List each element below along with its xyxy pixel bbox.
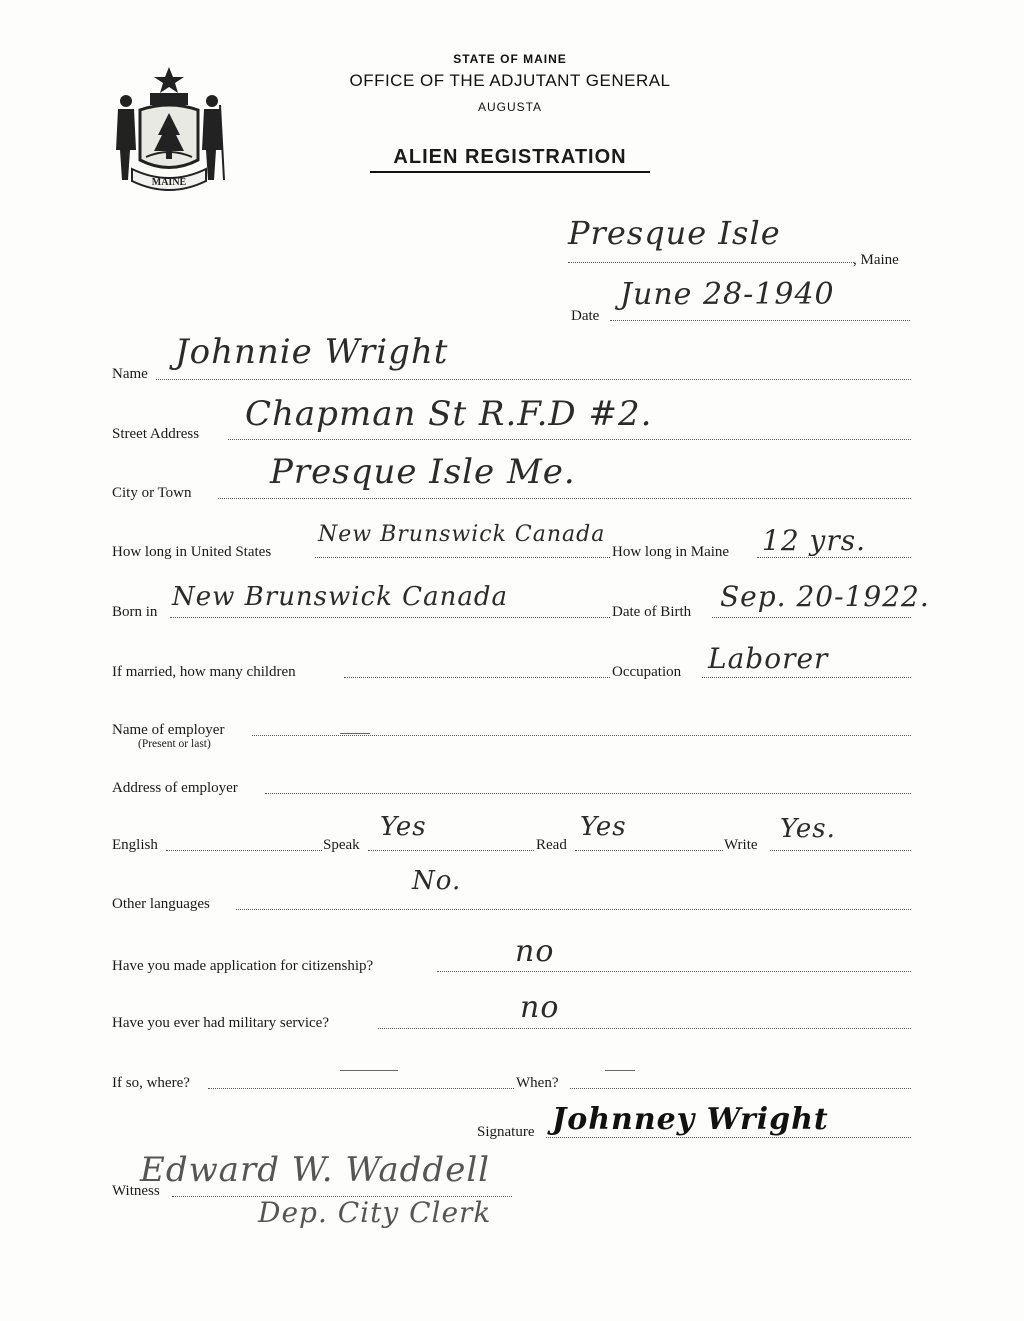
date-line [610,320,910,321]
date-value: June 28-1940 [620,277,835,312]
married-line [344,677,610,678]
other-languages-line [236,909,911,910]
speak-line [368,850,534,851]
how-long-us-value: New Brunswick Canada [318,522,606,547]
signature-line [546,1137,911,1138]
write-value: Yes. [780,814,836,844]
how-long-maine-line [757,557,911,558]
military-line [378,1028,911,1029]
date-label: Date [571,308,600,324]
place-value: Presque Isle [568,214,781,252]
married-label: If married, how many children [112,664,296,680]
born-in-label: Born in [112,604,158,620]
speak-label: Speak [323,837,360,853]
military-label: Have you ever had military service? [112,1015,329,1031]
english-line [166,850,322,851]
born-in-value: New Brunswick Canada [172,582,508,612]
when-line [570,1088,911,1089]
write-line [770,850,911,851]
read-line [575,850,723,851]
name-line [156,379,911,380]
witness-label: Witness [112,1183,160,1199]
city-heading: AUGUSTA [477,100,543,114]
dob-value: Sep. 20-1922. [720,580,930,613]
other-languages-value: No. [412,866,462,896]
how-long-maine-label: How long in Maine [612,544,730,560]
signature-label: Signature [477,1124,535,1140]
name-value: Johnnie Wright [175,332,449,372]
write-label: Write [724,837,758,853]
how-long-maine-value: 12 yrs. [762,524,867,557]
dob-label: Date of Birth [612,604,692,620]
name-label: Name [112,366,148,382]
read-value: Yes [580,812,627,842]
born-in-line [170,617,610,618]
place-line [568,262,854,263]
city-line [218,498,911,499]
other-languages-label: Other languages [112,896,210,912]
city-label: City or Town [112,485,192,501]
employer-label: Name of employer [112,722,225,738]
svg-text:MAINE: MAINE [151,177,187,188]
when-label: When? [516,1075,559,1091]
citizenship-label: Have you made application for citizenship? [112,958,374,974]
employer-address-line [265,793,911,794]
military-value: no [520,990,560,1025]
citizenship-value: no [515,934,555,969]
maine-state-seal-icon [110,65,228,193]
when-dash [605,1070,635,1071]
where-line [208,1088,514,1089]
office-heading: OFFICE OF THE ADJUTANT GENERAL [349,71,671,90]
citizenship-line [437,971,911,972]
employer-line [252,735,911,736]
witness-name-value: Edward W. Waddell [140,1150,491,1190]
how-long-us-line [315,557,610,558]
occupation-line [702,677,911,678]
where-label: If so, where? [112,1075,190,1091]
signature-value: Johnney Wright [552,1102,829,1137]
occupation-label: Occupation [612,664,682,680]
employer-dash [340,733,370,734]
witness-title-value: Dep. City Clerk [258,1196,492,1229]
occupation-value: Laborer [708,642,829,675]
where-dash [340,1070,398,1071]
maine-label: , Maine [853,252,899,268]
city-value: Presque Isle Me. [270,452,576,492]
how-long-us-label: How long in United States [112,544,272,560]
speak-value: Yes [380,812,427,842]
read-label: Read [536,837,567,853]
form-title: ALIEN REGISTRATION [370,146,650,173]
state-heading: STATE OF MAINE [453,52,567,66]
english-label: English [112,837,158,853]
dob-line [712,617,911,618]
street-label: Street Address [112,426,200,442]
employer-address-label: Address of employer [112,780,238,796]
street-line [228,439,911,440]
employer-note: (Present or last) [138,738,211,750]
street-value: Chapman St R.F.D #2. [245,394,653,434]
